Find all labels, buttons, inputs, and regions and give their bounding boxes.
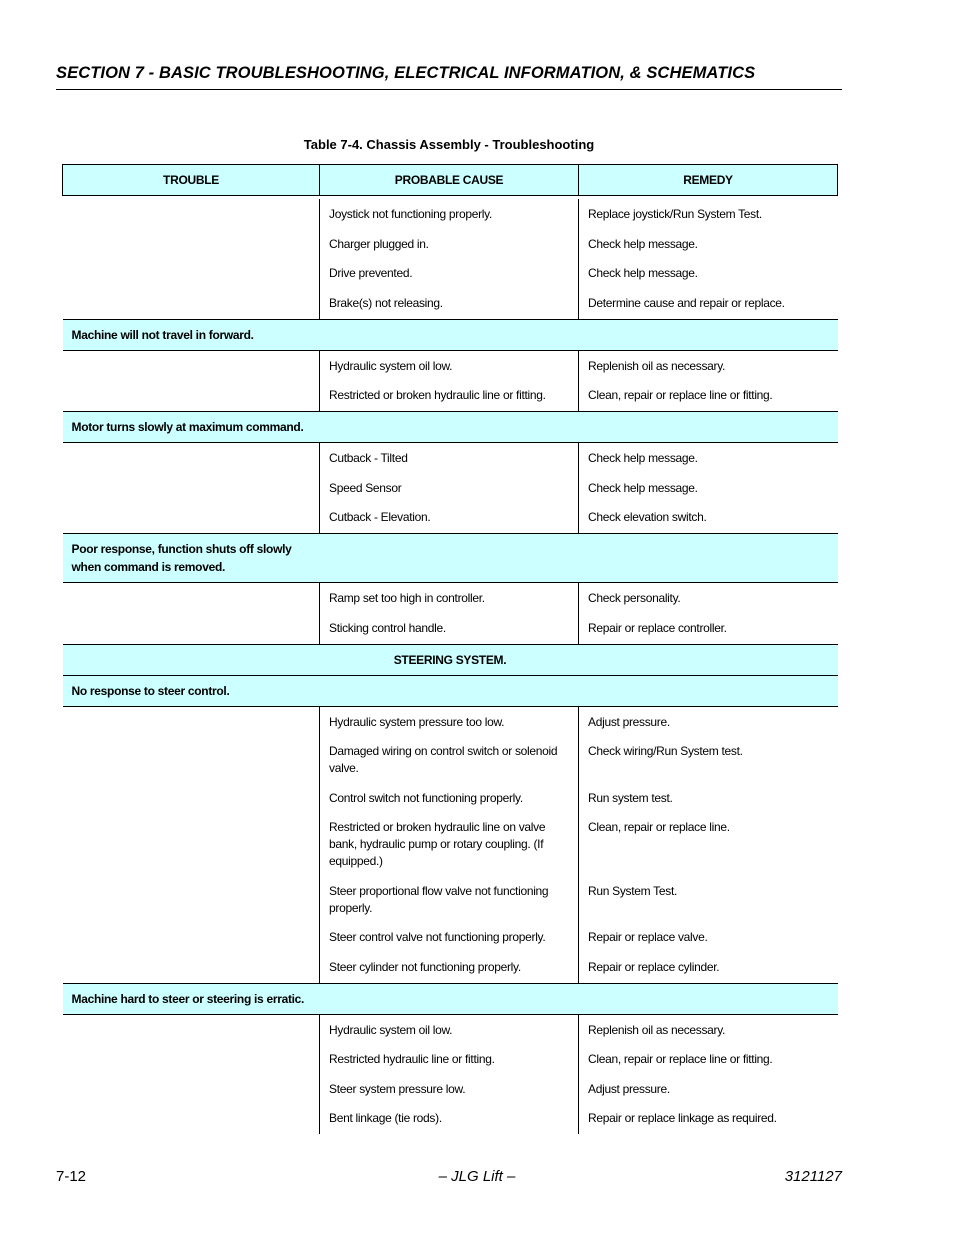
cause-cell: [320, 706, 579, 983]
cause-item: Bent linkage (tie rods).: [329, 1111, 442, 1125]
remedy-cell: [579, 1014, 838, 1134]
remedy-item: Run system test.: [588, 790, 673, 805]
trouble-label: Machine hard to steer or steering is erratic.: [63, 983, 838, 1014]
cause-cell: [320, 443, 579, 534]
remedy-item: Check wiring/Run System test.: [588, 744, 743, 758]
remedy-item: Replenish oil as necessary.: [588, 358, 726, 373]
remedy-cell: [579, 199, 838, 319]
table-row: [63, 199, 838, 319]
section-row: [63, 644, 838, 675]
cause-item: Hydraulic system oil low.: [329, 1022, 453, 1037]
remedy-item: Run System Test.: [588, 883, 678, 898]
remedy-cell: [579, 443, 838, 534]
section-title: SECTION 7 - BASIC TROUBLESHOOTING, ELECTRICAL INFORMATION, & SCHEMATICS: [56, 64, 756, 82]
cause-item: Hydraulic system pressure too low.: [329, 714, 505, 729]
cause-item: Brake(s) not releasing.: [329, 295, 443, 310]
trouble-row: [63, 319, 838, 350]
trouble-label: Machine will not travel in forward.: [63, 319, 838, 350]
trouble-cell: [63, 706, 320, 983]
trouble-label: No response to steer control.: [63, 675, 838, 706]
cause-cell: [320, 350, 579, 412]
footer-brand: – JLG Lift –: [438, 1168, 516, 1185]
cause-item: Steer control valve not functioning properly.: [329, 930, 546, 944]
trouble-label-line: Poor response, function shuts off slowly: [71, 542, 292, 556]
trouble-cell: [63, 583, 320, 645]
remedy-cell: [579, 706, 838, 983]
cause-item: Control switch not functioning properly.: [329, 790, 523, 805]
column-header-probable-cause: PROBABLE CAUSE: [320, 165, 579, 196]
remedy-item: Replenish oil as necessary.: [588, 1022, 726, 1037]
remedy-item: Check help message.: [588, 236, 698, 251]
trouble-row: [63, 983, 838, 1014]
cause-item: Sticking control handle.: [329, 620, 446, 635]
cause-item: Steer proportional flow valve not functioning properly.: [329, 883, 549, 915]
cause-item: Restricted or broken hydraulic line or fitting.: [329, 388, 546, 402]
header-divider: [56, 89, 842, 90]
trouble-row: [63, 675, 838, 706]
cause-item: Charger plugged in.: [329, 236, 429, 251]
remedy-item: Adjust pressure.: [588, 714, 670, 729]
remedy-item: Clean, repair or replace line or fitting.: [588, 1052, 773, 1066]
page-number: 7-12: [56, 1168, 87, 1185]
column-header-remedy: REMEDY: [579, 165, 838, 196]
remedy-item: Replace joystick/Run System Test.: [588, 207, 762, 221]
cause-cell: [320, 583, 579, 645]
table-row: [63, 1014, 838, 1134]
remedy-item: Clean, repair or replace line.: [588, 820, 730, 834]
cause-item: Cutback - Elevation.: [329, 510, 431, 524]
table-row: [63, 350, 838, 412]
cause-item: Cutback - Tilted: [329, 451, 408, 465]
trouble-row: [63, 412, 838, 443]
table-header-row: [63, 165, 838, 196]
cause-item: Restricted or broken hydraulic line on valve bank, hydraulic pump or rotary coupling. (If equipped.): [329, 820, 546, 868]
trouble-cell: [63, 443, 320, 534]
remedy-item: Check personality.: [588, 591, 681, 605]
table-row: [63, 583, 838, 645]
cause-cell: [320, 1014, 579, 1134]
section-label: STEERING SYSTEM.: [63, 644, 838, 675]
remedy-item: Check help message.: [588, 266, 698, 280]
trouble-cell: [63, 1014, 320, 1134]
cause-item: Steer system pressure low.: [329, 1081, 466, 1096]
remedy-item: Repair or replace valve.: [588, 930, 708, 944]
trouble-cell: [63, 199, 320, 319]
remedy-cell: [579, 583, 838, 645]
cause-item: Restricted hydraulic line or fitting.: [329, 1052, 495, 1066]
remedy-item: Check help message.: [588, 480, 698, 495]
trouble-cell: [63, 350, 320, 412]
remedy-item: Check help message.: [588, 451, 698, 465]
remedy-item: Determine cause and repair or replace.: [588, 295, 785, 310]
remedy-item: Repair or replace cylinder.: [588, 959, 720, 974]
cause-item: Drive prevented.: [329, 266, 413, 280]
remedy-item: Clean, repair or replace line or fitting.: [588, 388, 773, 402]
remedy-item: Check elevation switch.: [588, 510, 707, 524]
document-number: 3121127: [784, 1168, 842, 1185]
remedy-item: Repair or replace linkage as required.: [588, 1111, 777, 1125]
cause-item: Speed Sensor: [329, 480, 402, 495]
cause-item: Hydraulic system oil low.: [329, 358, 453, 373]
remedy-cell: [579, 350, 838, 412]
trouble-label: [63, 534, 838, 583]
trouble-label: Motor turns slowly at maximum command.: [63, 412, 838, 443]
table-row: [63, 443, 838, 534]
cause-item: Steer cylinder not functioning properly.: [329, 959, 521, 974]
cause-item: Ramp set too high in controller.: [329, 591, 485, 605]
remedy-item: Repair or replace controller.: [588, 620, 727, 635]
column-header-trouble: TROUBLE: [63, 165, 320, 196]
trouble-row: [63, 534, 838, 583]
cause-item: Damaged wiring on control switch or solenoid valve.: [329, 744, 558, 775]
cause-item: Joystick not functioning properly.: [329, 207, 492, 221]
remedy-item: Adjust pressure.: [588, 1081, 670, 1096]
cause-cell: [320, 199, 579, 319]
table-caption: Table 7-4. Chassis Assembly - Troubleshooting: [303, 137, 595, 152]
troubleshooting-table: [62, 164, 838, 1134]
table-row: [63, 706, 838, 983]
trouble-label-line: when command is removed.: [71, 560, 226, 574]
